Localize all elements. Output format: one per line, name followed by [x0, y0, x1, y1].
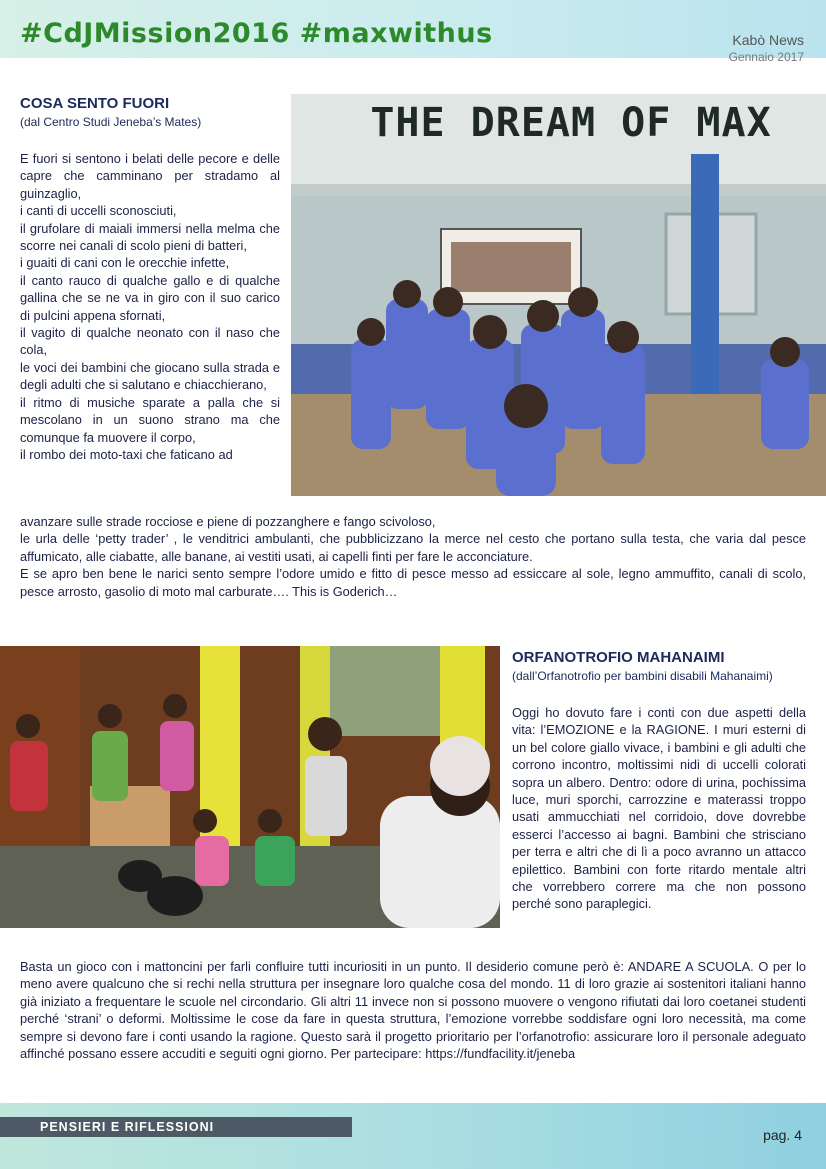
paragraph: il canto rauco di qualche gallo e di qualche gallina che se ne va in giro con il suo carico di pulcini appena sfornati, [20, 272, 280, 323]
section1-subheading: (dal Centro Studi Jeneba’s Mates) [20, 115, 202, 129]
brand-block [729, 32, 804, 64]
paragraph: il rombo dei moto-taxi che faticano ad [20, 446, 233, 462]
brand-name: Kabò News [732, 32, 804, 48]
page-title: #CdJMission2016 #maxwithus [20, 18, 493, 49]
orphanage-photo [0, 646, 500, 928]
section1-column [20, 95, 280, 463]
section1-heading: COSA SENTO FUORI [20, 95, 170, 112]
section-label: PENSIERI E RIFLESSIONI [0, 1117, 352, 1137]
section1-column-text [20, 150, 280, 463]
paragraph: il ritmo di musiche sparate a palla che si mescolano in un suono strano ma che comunque fa muovere il corpo, [20, 394, 280, 445]
section2-full-text: Basta un gioco con i mattoncini per farli confluire tutti incuriositi in un punto. Il desiderio comune però è: ANDARE A SCUOLA. O per lo meno avere qualcuno che si rechi nella struttura per insegnare loro qualche cosa del mondo. 11 di loro grazie ai sostenitori italiani hanno già iniziato a frequentare le scuole nel circondario. Gli altri 11 invece non si possono muovere o vengono rifiutati dai loro coetanei studenti perché ‘strani’ o deformi. Moltissime le cose da fare in questa struttura, l’emozione vorrebbe soddisfare ogni loro necessità, ma come sempre si devono fare i conti usando la ragione. Questo sarà il progetto prioritario per l’orfanotrofio: assicurare loro il personale adeguato affinché possano essere accuditi e seguiti ogni giorno. Per partecipare: https://fundfacility.it/jeneba [20, 959, 806, 1062]
page-number: pag. 4 [763, 1127, 802, 1143]
section2-subheading: (dall’Orfanotrofio per bambini disabili Mahanaimi) [512, 669, 773, 683]
section2-column [512, 649, 806, 913]
issue-date: Gennaio 2017 [728, 50, 804, 64]
school-photo-drawing [291, 94, 826, 496]
school-photo [291, 94, 826, 496]
paragraph: le urla delle ‘petty trader’ , le venditrici ambulanti, che pubblicizzano la merce nel cesto che portano sulla testa, che varia dal pesce affumicato, alle ciabatte, alle banane, ai vestiti usati, ai capelli finti per fare le acconciature. [20, 531, 806, 564]
paragraph: avanzare sulle strade rocciose e piene di pozzanghere e fango scivoloso, [20, 514, 436, 529]
photo-sign-text: THE DREAM OF MAX [370, 100, 772, 146]
section2-column-text: Oggi ho dovuto fare i conti con due aspetti della vita: l’EMOZIONE e la RAGIONE. I muri esterni di un bel colore giallo vivace, i bambini e gli adulti che corrono incontro, moltissimi nidi di uccelli colorati sopra un albero. Dentro: odore di urina, pochissima luce, muri sporchi, carrozzine e materassi troppo usati ammucchiati nel corridoio, dove dovrebbe esserci l’accesso ai bagni. Bambini che strisciano per terra e altri che di lì a poco avranno un attacco epilettico. Bambini con forte ritardo mentale altri che vorrebbero correre ma che non possono perché sono paraplegici. [512, 705, 806, 912]
paragraph: i canti di uccelli sconosciuti, [20, 203, 177, 219]
paragraph: E fuori si sentono i belati delle pecore e delle capre che camminano per stradamo al guinzaglio, [20, 151, 280, 201]
section2-heading: ORFANOTROFIO MAHANAIMI [512, 649, 725, 666]
paragraph: i guaiti di cani con le orecchie infette, [20, 255, 230, 271]
paragraph: le voci dei bambini che giocano sulla strada e degli adulti che si salutano e chiacchierano, [20, 359, 280, 393]
orphanage-photo-drawing [0, 646, 500, 928]
paragraph: E se apro ben bene le narici sento sempre l’odore umido e fitto di pesce messo ad essiccare al sole, legno ammuffito, canali di scolo, pesce arrosto, gasolio di moto mal carburate…. This is Goderich… [20, 566, 806, 599]
paragraph: il vagito di qualche neonato con il naso che cola, [20, 325, 280, 358]
paragraph: il grufolare di maiali immersi nella melma che scorre nei canali di scolo pieni di batteri, [20, 220, 280, 254]
section1-full-text [20, 513, 806, 600]
